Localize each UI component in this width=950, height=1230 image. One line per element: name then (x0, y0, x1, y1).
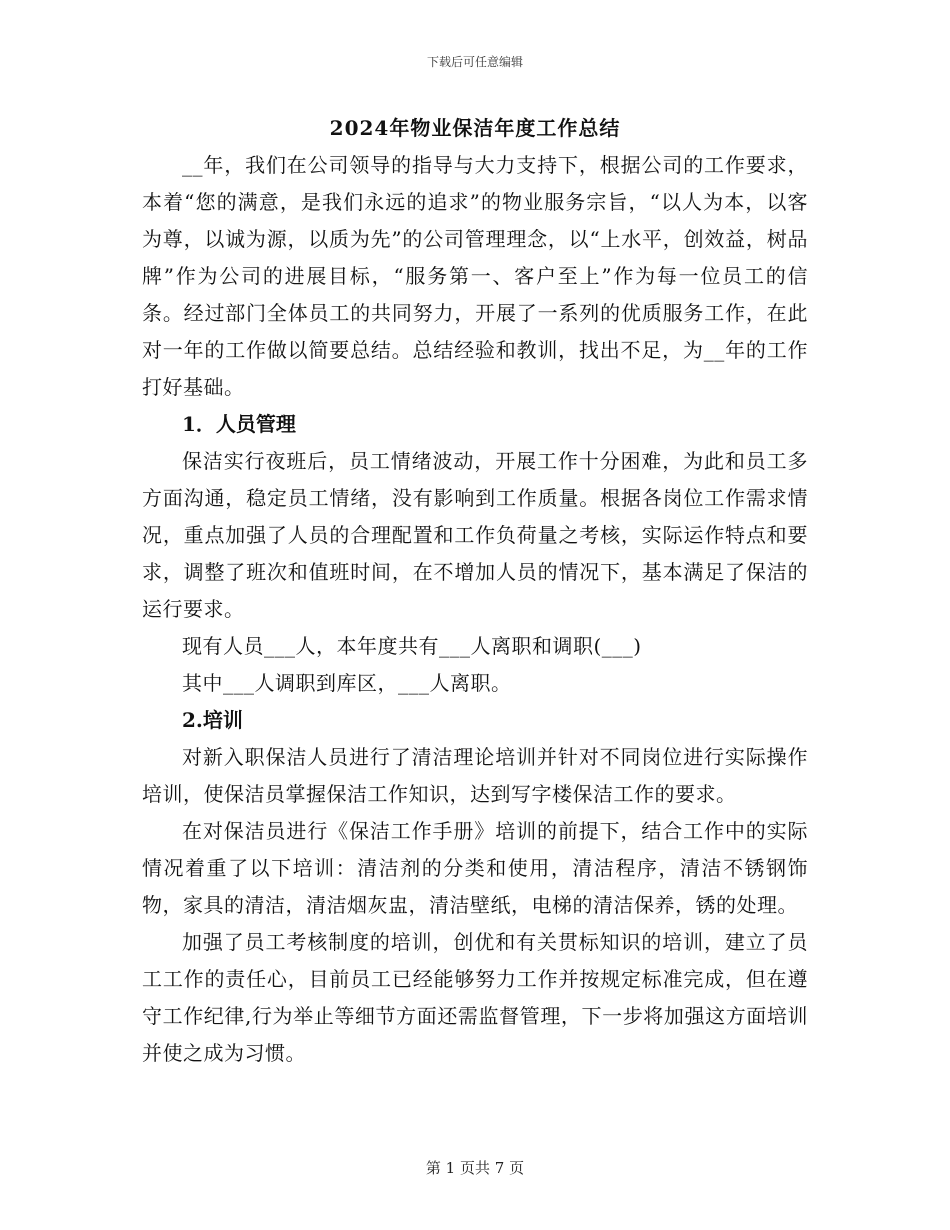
section2-paragraph-1: 对新入职保洁人员进行了清洁理论培训并针对不同岗位进行实际操作培训，使保洁员掌握保洁工作知识，达到写字楼保洁工作的要求。 (142, 745, 808, 806)
section1-heading: 1．人员管理 (182, 412, 296, 436)
section2-paragraph-2: 在对保洁员进行《保洁工作手册》培训的前提下，结合工作中的实际情况着重了以下培训：清洁剂的分类和使用，清洁程序，清洁不锈钢饰物，家具的清洁，清洁烟灰盅，清洁壁纸，电梯的清洁保养，锈的处理。 (142, 819, 808, 917)
intro-paragraph: __年，我们在公司领导的指导与大力支持下，根据公司的工作要求，本着“您的满意，是我们永远的追求”的物业服务宗旨，“以人为本，以客为尊，以诚为源，以质为先”的公司管理理念，以“上水平，创效益，树品牌”作为公司的进展目标，“服务第一、客户至上”作为每一位员工的信条。经过部门全体员工的共同努力，开展了一系列的优质服务工作，在此对一年的工作做以简要总结。总结经验和教训，找出不足，为__年的工作打好基础。 (142, 153, 808, 399)
section1-paragraph-3: 其中___人调职到库区，___人离职。 (182, 671, 512, 695)
section2-heading: 2.培训 (182, 708, 243, 732)
page-number-footer: 第 1 页共 7 页 (425, 1159, 525, 1177)
section2-paragraph-3: 加强了员工考核制度的培训，创优和有关贯标知识的培训，建立了员工工作的责任心，目前员工已经能够努力工作并按规定标准完成，但在遵守工作纪律,行为举止等细节方面还需监督管理，下一步将加强这方面培训并使之成为习惯。 (142, 930, 808, 1065)
document-body (142, 113, 808, 1072)
section1-paragraph-1: 保洁实行夜班后，员工情绪波动，开展工作十分困难，为此和员工多方面沟通，稳定员工情绪，没有影响到工作质量。根据各岗位工作需求情况，重点加强了人员的合理配置和工作负荷量之考核，实际运作特点和要求，调整了班次和值班时间，在不增加人员的情况下，基本满足了保洁的运行要求。 (142, 449, 808, 621)
header-note: 下载后可任意编辑 (426, 55, 523, 69)
document-title: 2024年物业保洁年度工作总结 (329, 116, 621, 140)
section1-paragraph-2: 现有人员___人，本年度共有___人离职和调职(___) (182, 634, 642, 658)
